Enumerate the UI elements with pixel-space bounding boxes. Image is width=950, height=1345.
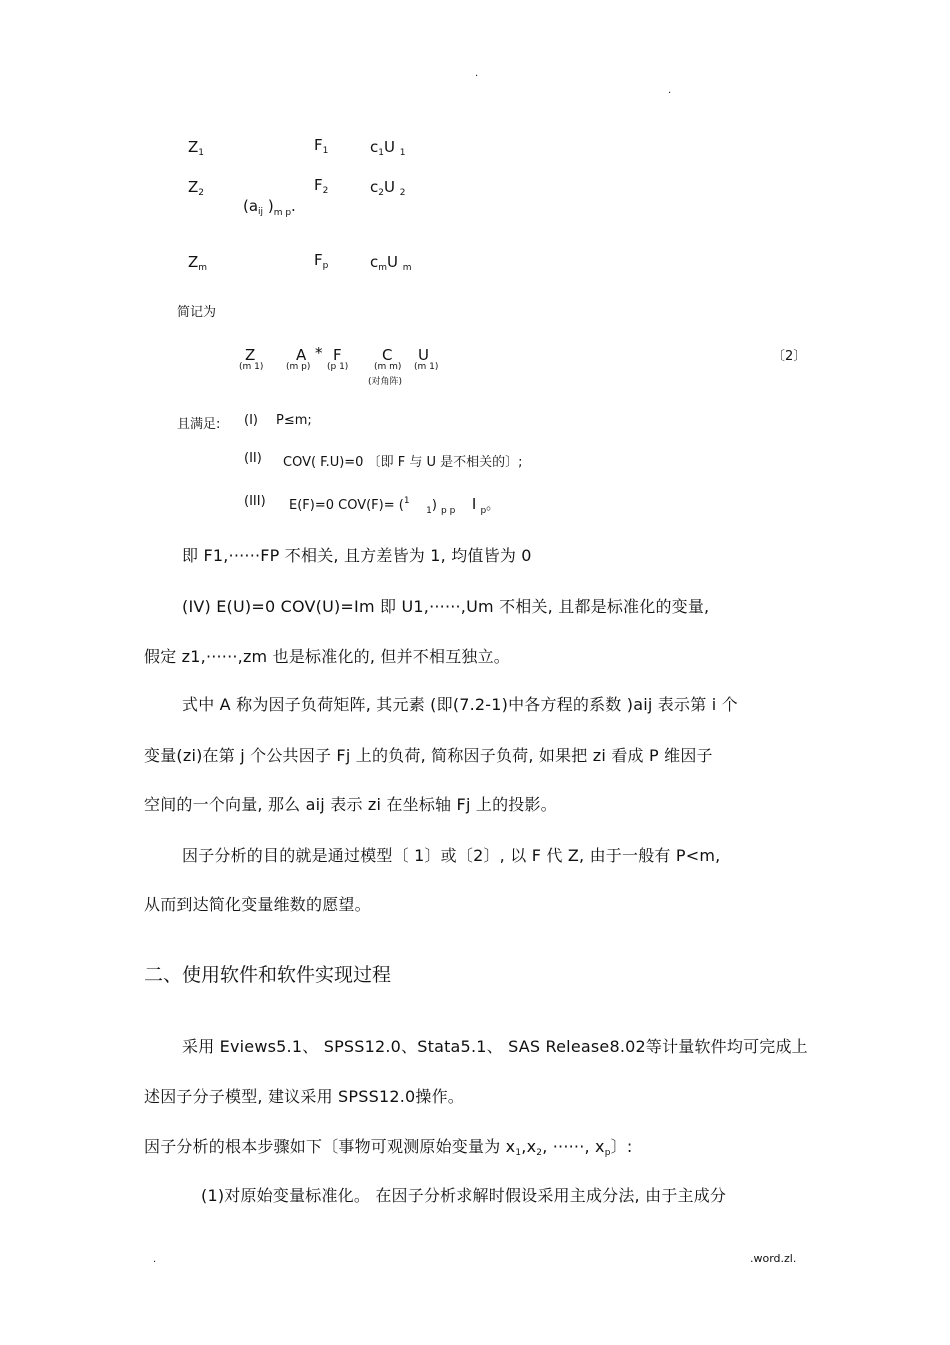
- paragraph-line: 变量(zi)在第 j 个公共因子 Fj 上的负荷, 简称因子负荷, 如果把 zi 看成 P 维因子: [144, 746, 713, 765]
- paragraph-line: 式中 A 称为因子负荷矩阵, 其元素 (即(7.2-1)中各方程的系数 )aij 表示第 i 个: [182, 695, 738, 714]
- c2u2-term: $c_2U$ $_2$: [370, 178, 406, 198]
- z2-term: $Z_2$: [188, 178, 205, 198]
- loading-matrix-term: ($a_{ij}$ )$_{m p}$.: [243, 197, 296, 218]
- eq-dim: (m 1): [414, 362, 439, 372]
- paragraph-line: 采用 Eviews5.1、 SPSS12.0、Stata5.1、 SAS Release8.02等计量软件均可完成上: [182, 1037, 808, 1056]
- eq-dim: (m 1): [239, 362, 264, 372]
- abbrev-label: 简记为: [177, 305, 217, 320]
- condition-text: COV( F.U)=0 〔即 F 与 U 是不相关的〕;: [283, 455, 523, 470]
- z1-term: $Z_1$: [188, 138, 205, 158]
- conditions-intro: 且满足:: [177, 417, 221, 432]
- condition-label: (III): [244, 494, 266, 509]
- condition-text: P≤m;: [276, 413, 312, 428]
- paragraph-line: (1)对原始变量标准化。 在因子分析求解时假设采用主成分法, 由于主成分: [201, 1186, 727, 1205]
- paragraph-line: 空间的一个向量, 那么 aij 表示 zi 在坐标轴 Fj 上的投影。: [144, 795, 557, 814]
- footer-dot: .: [153, 1254, 157, 1265]
- condition-label: (II): [244, 451, 262, 466]
- condition-text: E(F)=0 COV(F)= ($^1$ $_1$) $_{p p}$ I $_p$。: [289, 495, 500, 516]
- paragraph-line: 述因子分子模型, 建议采用 SPSS12.0操作。: [144, 1087, 465, 1106]
- zm-term: $Z_m$: [188, 253, 208, 273]
- f1-term: $F_1$: [314, 136, 329, 156]
- header-dot: .: [668, 85, 672, 96]
- equation-number: 〔2〕: [772, 349, 807, 364]
- eq-term: C: [382, 346, 393, 364]
- eq-term: U: [418, 346, 429, 364]
- paragraph-line: 因子分析的目的就是通过模型〔 1〕或〔2〕, 以 F 代 Z, 由于一般有 P<m,: [182, 846, 721, 865]
- paragraph-line: 因子分析的根本步骤如下〔事物可观测原始变量为 $x_1,x_2$, ······, $x_p$〕:: [144, 1137, 633, 1158]
- eq-dim: (p 1): [327, 362, 349, 372]
- paragraph-line: 即 F1,······FP 不相关, 且方差皆为 1, 均值皆为 0: [182, 546, 532, 565]
- condition-label: (I): [244, 413, 258, 428]
- cmum-term: $c_mU$ $_m$: [370, 253, 412, 273]
- eq-term: A: [296, 346, 307, 364]
- eq-dim: (m m): [374, 362, 402, 372]
- eq-term: *: [315, 344, 323, 362]
- fp-term: $F_p$: [314, 251, 329, 271]
- header-dot: .: [475, 68, 479, 79]
- eq-term: Z: [245, 346, 256, 364]
- paragraph-line: 假定 z1,······,zm 也是标准化的, 但并不相互独立。: [144, 647, 510, 666]
- eq-dim: (m p): [286, 362, 311, 372]
- footer-watermark: .word.zl.: [750, 1252, 797, 1265]
- f2-term: $F_2$: [314, 176, 329, 196]
- diag-note: (对角阵): [368, 377, 403, 387]
- section-heading: 二、使用软件和软件实现过程: [144, 964, 392, 986]
- c1u1-term: $c_1U$ $_1$: [370, 138, 406, 158]
- eq-term: F: [333, 346, 342, 364]
- paragraph-line: 从而到达简化变量维数的愿望。: [144, 895, 371, 914]
- paragraph-line: (IV) E(U)=0 COV(U)=Im 即 U1,······,Um 不相关, 且都是标准化的变量,: [182, 597, 710, 616]
